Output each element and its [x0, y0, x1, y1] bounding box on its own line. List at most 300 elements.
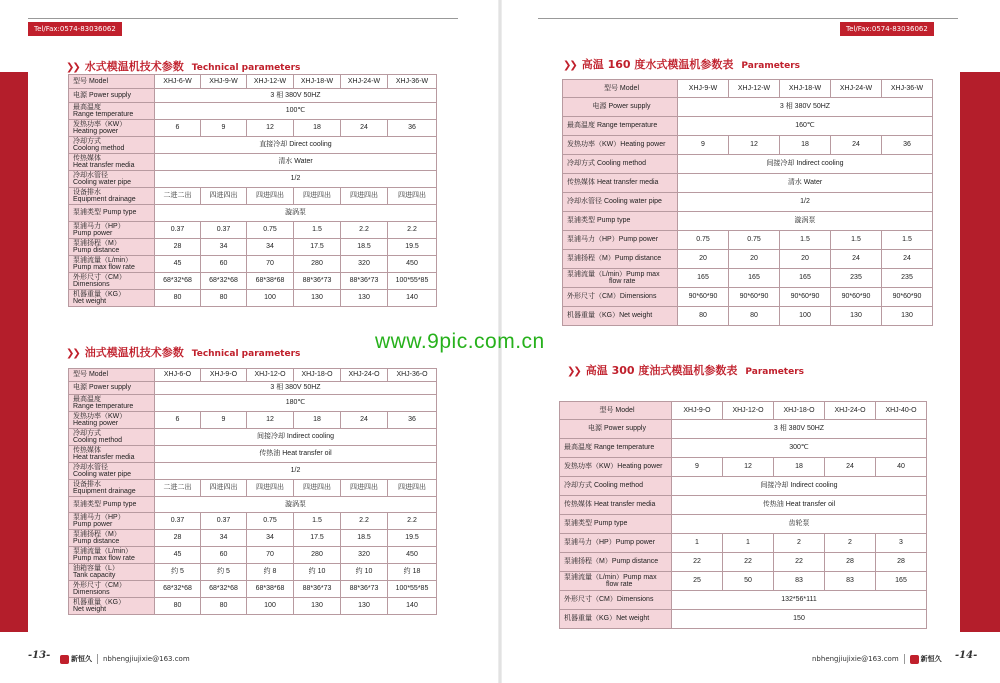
- param-value: 3: [876, 534, 927, 553]
- table-row: [563, 288, 933, 307]
- param-value: XHJ-40-O: [876, 402, 927, 420]
- param-value: XHJ-12-O: [723, 402, 774, 420]
- param-value: 68*32*68: [155, 581, 201, 598]
- param-label: 电源 Power supply: [69, 382, 155, 395]
- param-value: 130: [831, 307, 882, 326]
- param-value: 25: [672, 572, 723, 591]
- param-value: XHJ-18-O: [294, 369, 341, 382]
- table-row: [563, 231, 933, 250]
- param-value: 3 相 380V 50HZ: [672, 420, 927, 439]
- param-value: 130: [294, 598, 341, 615]
- param-label: 泵浦扬程（M）Pump distance: [563, 250, 678, 269]
- page-number-left: -13-: [28, 650, 51, 661]
- param-value: 88*36*73: [294, 273, 341, 290]
- param-label: 泵浦扬程（M）Pump distance: [560, 553, 672, 572]
- param-value: 四进四出: [247, 188, 294, 205]
- param-label: 发热功率（KW）Heating power: [563, 136, 678, 155]
- param-value: 2.2: [341, 222, 388, 239]
- param-value: 80: [201, 598, 247, 615]
- param-value: 100: [247, 290, 294, 307]
- param-value: 83: [825, 572, 876, 591]
- param-label: 最高温度 Range temperature: [69, 103, 155, 120]
- param-value: 132*56*111: [672, 591, 927, 610]
- param-label: 冷却方式 Cooling method: [563, 155, 678, 174]
- param-value: 0.75: [729, 231, 780, 250]
- param-value: 88*36*73: [341, 581, 388, 598]
- section-title-water-160: ❯❯ 高温 160 度水式模温机参数表 Parameters: [563, 58, 801, 71]
- param-value: 24: [341, 412, 388, 429]
- param-value: 83: [774, 572, 825, 591]
- param-label: 泵浦类型 Pump type: [563, 212, 678, 231]
- param-value: 18: [294, 120, 341, 137]
- table-row: [560, 439, 927, 458]
- param-value: 18: [774, 458, 825, 477]
- param-label: 泵浦马力（HP）Pump power: [560, 534, 672, 553]
- param-value: XHJ-9-O: [201, 369, 247, 382]
- param-label: 机器重量（KG）Net weight: [560, 610, 672, 629]
- param-label: 发热功率（KW）Heating power: [560, 458, 672, 477]
- table-row: [563, 98, 933, 117]
- param-value: XHJ-9-W: [201, 75, 247, 89]
- param-label: 泵浦流量（L/min）Pump max flow rate: [560, 572, 672, 591]
- param-value: 约 10: [341, 564, 388, 581]
- table-row: [69, 564, 437, 581]
- param-value: 间接冷却 Indirect cooling: [155, 429, 437, 446]
- param-value: 80: [201, 290, 247, 307]
- param-value: 68*32*68: [201, 581, 247, 598]
- table-row: [563, 269, 933, 288]
- param-value: 四进四出: [201, 480, 247, 497]
- param-value: 36: [388, 120, 437, 137]
- param-value: XHJ-18-O: [774, 402, 825, 420]
- param-value: 约 8: [247, 564, 294, 581]
- param-label: 泵浦扬程（M） Pump distance: [69, 239, 155, 256]
- param-value: XHJ-6-O: [155, 369, 201, 382]
- param-value: 清水 Water: [678, 174, 933, 193]
- table-row: [563, 136, 933, 155]
- param-value: 68*32*68: [155, 273, 201, 290]
- param-value: 28: [155, 239, 201, 256]
- sidebar-left: [0, 72, 28, 632]
- table-header-row: [560, 402, 927, 420]
- param-value: 160℃: [678, 117, 933, 136]
- table-row: [560, 458, 927, 477]
- param-value: 传热油 Heat transfer oil: [155, 446, 437, 463]
- param-value: XHJ-6-W: [155, 75, 201, 89]
- param-value: 1/2: [678, 193, 933, 212]
- param-label: 发热功率（KW） Heating power: [69, 412, 155, 429]
- param-label: 机器重量（KG） Net weight: [69, 290, 155, 307]
- param-value: 140: [388, 598, 437, 615]
- double-chevron-icon: ❯❯: [567, 366, 580, 377]
- param-label: 外形尺寸（CM） Dimensions: [69, 581, 155, 598]
- table-row: [69, 154, 437, 171]
- param-value: 320: [341, 256, 388, 273]
- param-value: 约 5: [155, 564, 201, 581]
- param-value: 24: [882, 250, 933, 269]
- tel-fax-left: Tel/Fax:0574-83036062: [28, 22, 122, 36]
- table-row: [560, 534, 927, 553]
- table-row: [69, 480, 437, 497]
- table-row: [560, 591, 927, 610]
- double-chevron-icon: ❯❯: [563, 60, 576, 71]
- param-label: 外形尺寸（CM）Dimensions: [563, 288, 678, 307]
- param-value: 19.5: [388, 530, 437, 547]
- footer-right: [812, 652, 942, 666]
- param-value: 320: [341, 547, 388, 564]
- param-label: 最高温度 Range temperature: [563, 117, 678, 136]
- param-value: 四进四出: [201, 188, 247, 205]
- table-row: [69, 530, 437, 547]
- param-value: 88*36*73: [341, 273, 388, 290]
- param-value: 18.5: [341, 239, 388, 256]
- param-label: 最高温度 Range temperature: [69, 395, 155, 412]
- param-label: 机器重量（KG） Net weight: [69, 598, 155, 615]
- param-value: 漩涡泵: [155, 205, 437, 222]
- logo-icon: [910, 655, 919, 664]
- param-value: 3 相 380V 50HZ: [155, 382, 437, 395]
- param-label: 设备排水 Equipment drainage: [69, 480, 155, 497]
- param-value: XHJ-9-W: [678, 80, 729, 98]
- param-value: 0.37: [155, 513, 201, 530]
- param-value: 22: [723, 553, 774, 572]
- header-rule-left: [28, 18, 458, 19]
- table-row: [69, 497, 437, 513]
- param-value: 1: [723, 534, 774, 553]
- brand-logo: 新恒久: [60, 652, 92, 666]
- param-label: 电源 Power supply: [563, 98, 678, 117]
- table-row: [69, 239, 437, 256]
- param-value: 60: [201, 256, 247, 273]
- param-value: 450: [388, 256, 437, 273]
- param-value: 直接冷却 Direct cooling: [155, 137, 437, 154]
- param-value: 20: [780, 250, 831, 269]
- param-value: 88*36*73: [294, 581, 341, 598]
- table-row: [69, 412, 437, 429]
- param-label: 传热媒体 Heat transfer media: [560, 496, 672, 515]
- param-value: 18: [780, 136, 831, 155]
- param-value: 180℃: [155, 395, 437, 412]
- table-row: [563, 174, 933, 193]
- param-label: 设备排水 Equipment drainage: [69, 188, 155, 205]
- table-row: [69, 395, 437, 412]
- param-value: 17.5: [294, 239, 341, 256]
- param-label: 型号 Model: [69, 75, 155, 89]
- param-value: 漩涡泵: [155, 497, 437, 513]
- table-row: [69, 513, 437, 530]
- param-value: 235: [831, 269, 882, 288]
- param-value: 12: [729, 136, 780, 155]
- param-value: 9: [672, 458, 723, 477]
- double-chevron-icon: ❯❯: [66, 348, 79, 359]
- double-chevron-icon: ❯❯: [66, 62, 79, 73]
- param-label: 电源 Power supply: [560, 420, 672, 439]
- param-value: 22: [672, 553, 723, 572]
- param-value: 100℃: [155, 103, 437, 120]
- param-value: 约 18: [388, 564, 437, 581]
- param-value: 2.2: [388, 222, 437, 239]
- param-value: 漩涡泵: [678, 212, 933, 231]
- param-label: 冷却水管径 Cooling water pipe: [69, 171, 155, 188]
- param-value: 约 5: [201, 564, 247, 581]
- param-value: 60: [201, 547, 247, 564]
- param-value: 280: [294, 256, 341, 273]
- param-value: 清水 Water: [155, 154, 437, 171]
- param-value: 28: [825, 553, 876, 572]
- param-value: 9: [678, 136, 729, 155]
- sidebar-right: [960, 72, 1000, 632]
- table-row: [69, 205, 437, 222]
- param-value: 四进四出: [294, 480, 341, 497]
- section-title-oil-300: ❯❯ 高温 300 度油式模温机参数表 Parameters: [567, 364, 805, 377]
- footer-email: nbhengjiujixie@163.com: [103, 655, 190, 663]
- header-rule-right: [538, 18, 958, 19]
- param-value: 80: [155, 598, 201, 615]
- param-value: 0.37: [201, 222, 247, 239]
- param-value: 0.75: [678, 231, 729, 250]
- param-value: 235: [882, 269, 933, 288]
- param-value: XHJ-12-O: [247, 369, 294, 382]
- param-value: 90*60*90: [831, 288, 882, 307]
- param-value: 3 相 380V 50HZ: [678, 98, 933, 117]
- param-value: 1.5: [831, 231, 882, 250]
- param-label: 机器重量（KG）Net weight: [563, 307, 678, 326]
- param-value: 28: [876, 553, 927, 572]
- param-value: 80: [729, 307, 780, 326]
- table-row: [69, 547, 437, 564]
- table-row: [69, 446, 437, 463]
- param-value: 间接冷却 Indirect cooling: [672, 477, 927, 496]
- param-label: 泵浦类型 Pump type: [560, 515, 672, 534]
- param-value: 0.37: [155, 222, 201, 239]
- tel-fax-right: Tel/Fax:0574-83036062: [840, 22, 934, 36]
- param-value: 130: [882, 307, 933, 326]
- param-label: 发热功率（KW） Heating power: [69, 120, 155, 137]
- logo-icon: [60, 655, 69, 664]
- param-value: 四进四出: [341, 480, 388, 497]
- table-row: [563, 193, 933, 212]
- table-header-row: [69, 75, 437, 89]
- param-label: 最高温度 Range temperature: [560, 439, 672, 458]
- param-label: 外形尺寸（CM） Dimensions: [69, 273, 155, 290]
- param-value: 50: [723, 572, 774, 591]
- param-label: 泵浦马力（HP） Pump power: [69, 513, 155, 530]
- param-value: 80: [155, 290, 201, 307]
- table-oil-params: [68, 368, 437, 615]
- param-value: 2.2: [388, 513, 437, 530]
- table-row: [69, 103, 437, 120]
- param-value: 34: [247, 530, 294, 547]
- param-value: XHJ-12-W: [729, 80, 780, 98]
- param-value: 18.5: [341, 530, 388, 547]
- param-value: 140: [388, 290, 437, 307]
- param-value: 24: [831, 250, 882, 269]
- param-value: 20: [678, 250, 729, 269]
- param-value: XHJ-36-W: [882, 80, 933, 98]
- table-row: [69, 222, 437, 239]
- table-row: [69, 273, 437, 290]
- table-row: [69, 598, 437, 615]
- param-value: 约 10: [294, 564, 341, 581]
- param-label: 外形尺寸（CM）Dimensions: [560, 591, 672, 610]
- param-value: 450: [388, 547, 437, 564]
- param-value: XHJ-12-W: [247, 75, 294, 89]
- param-label: 型号 Model: [69, 369, 155, 382]
- param-label: 泵浦马力（HP）Pump power: [563, 231, 678, 250]
- param-value: 1.5: [882, 231, 933, 250]
- param-label: 型号 Model: [563, 80, 678, 98]
- param-label: 传热媒体 Heat transfer media: [69, 154, 155, 171]
- param-value: XHJ-18-W: [294, 75, 341, 89]
- param-value: XHJ-24-W: [341, 75, 388, 89]
- param-value: 24: [831, 136, 882, 155]
- param-value: 1: [672, 534, 723, 553]
- param-label: 泵浦马力（HP） Pump power: [69, 222, 155, 239]
- param-value: 34: [247, 239, 294, 256]
- param-value: 0.75: [247, 513, 294, 530]
- table-oil-300-params: [559, 401, 927, 629]
- param-value: 28: [155, 530, 201, 547]
- table-row: [69, 137, 437, 154]
- table-row: [560, 572, 927, 591]
- param-value: 22: [774, 553, 825, 572]
- param-value: 68*32*68: [201, 273, 247, 290]
- footer-left: [60, 652, 190, 666]
- param-value: 90*60*90: [678, 288, 729, 307]
- param-value: 34: [201, 239, 247, 256]
- table-row: [563, 212, 933, 231]
- table-row: [560, 496, 927, 515]
- table-row: [560, 515, 927, 534]
- param-value: 34: [201, 530, 247, 547]
- param-label: 冷却水管径 Cooling water pipe: [563, 193, 678, 212]
- param-value: 2.2: [341, 513, 388, 530]
- param-value: 80: [678, 307, 729, 326]
- table-row: [69, 89, 437, 103]
- table-row: [69, 171, 437, 188]
- param-value: XHJ-36-W: [388, 75, 437, 89]
- table-water-160-params: [562, 79, 933, 326]
- table-water-params: [68, 74, 437, 307]
- param-value: 17.5: [294, 530, 341, 547]
- param-value: 间接冷却 Indirect cooling: [678, 155, 933, 174]
- table-row: [69, 463, 437, 480]
- table-row: [69, 290, 437, 307]
- param-value: 2: [774, 534, 825, 553]
- table-row: [563, 307, 933, 326]
- param-value: XHJ-9-O: [672, 402, 723, 420]
- param-value: 四进四出: [388, 480, 437, 497]
- param-value: 传热油 Heat transfer oil: [672, 496, 927, 515]
- param-value: 18: [294, 412, 341, 429]
- param-label: 泵浦类型 Pump type: [69, 497, 155, 513]
- watermark-text: www.9pic.com.cn: [375, 330, 545, 353]
- param-value: 130: [341, 290, 388, 307]
- param-label: 泵浦流量（L/min） Pump max flow rate: [69, 547, 155, 564]
- footer-email: nbhengjiujixie@163.com: [812, 655, 899, 663]
- param-label: 泵浦扬程（M） Pump distance: [69, 530, 155, 547]
- param-label: 冷却水管径 Cooling water pipe: [69, 463, 155, 480]
- brand-logo: 新恒久: [910, 652, 942, 666]
- param-label: 泵浦流量（L/min）Pump max flow rate: [563, 269, 678, 288]
- param-value: 12: [247, 120, 294, 137]
- param-value: 1.5: [780, 231, 831, 250]
- param-value: 45: [155, 547, 201, 564]
- param-value: 四进四出: [247, 480, 294, 497]
- param-label: 泵浦类型 Pump type: [69, 205, 155, 222]
- table-row: [560, 553, 927, 572]
- section-title-oil: ❯❯ 油式模温机技术参数 Technical parameters: [66, 346, 301, 359]
- table-row: [563, 250, 933, 269]
- param-label: 冷却方式 Cooling method: [560, 477, 672, 496]
- table-row: [69, 429, 437, 446]
- param-value: 165: [678, 269, 729, 288]
- param-value: 90*60*90: [882, 288, 933, 307]
- table-row: [560, 420, 927, 439]
- param-value: 二进二出: [155, 480, 201, 497]
- param-value: 3 相 380V 50HZ: [155, 89, 437, 103]
- param-value: 100: [247, 598, 294, 615]
- param-value: XHJ-24-W: [831, 80, 882, 98]
- param-value: 0.37: [201, 513, 247, 530]
- param-value: 19.5: [388, 239, 437, 256]
- param-value: 2: [825, 534, 876, 553]
- param-value: 四进四出: [388, 188, 437, 205]
- table-header-row: [563, 80, 933, 98]
- param-value: XHJ-24-O: [341, 369, 388, 382]
- param-value: 100*55*85: [388, 273, 437, 290]
- param-value: 9: [201, 120, 247, 137]
- param-value: XHJ-24-O: [825, 402, 876, 420]
- param-value: 90*60*90: [780, 288, 831, 307]
- param-value: 0.75: [247, 222, 294, 239]
- param-value: 四进四出: [294, 188, 341, 205]
- param-value: 165: [729, 269, 780, 288]
- page-number-right: -14-: [955, 650, 978, 661]
- table-header-row: [69, 369, 437, 382]
- param-value: 68*38*68: [247, 273, 294, 290]
- param-value: 四进四出: [341, 188, 388, 205]
- param-value: 150: [672, 610, 927, 629]
- param-value: 36: [882, 136, 933, 155]
- param-value: 20: [729, 250, 780, 269]
- param-value: XHJ-18-W: [780, 80, 831, 98]
- param-value: 40: [876, 458, 927, 477]
- param-value: 90*60*90: [729, 288, 780, 307]
- param-value: 45: [155, 256, 201, 273]
- param-value: 36: [388, 412, 437, 429]
- param-label: 冷却方式 Cooling method: [69, 429, 155, 446]
- param-value: 1.5: [294, 513, 341, 530]
- param-value: 二进二出: [155, 188, 201, 205]
- param-value: 1/2: [155, 171, 437, 188]
- param-value: 130: [341, 598, 388, 615]
- param-label: 传热媒体 Heat transfer media: [563, 174, 678, 193]
- param-label: 冷却方式 Coolong method: [69, 137, 155, 154]
- param-value: 300℃: [672, 439, 927, 458]
- param-value: 70: [247, 256, 294, 273]
- table-row: [69, 581, 437, 598]
- param-label: 型号 Model: [560, 402, 672, 420]
- table-row: [69, 120, 437, 137]
- param-value: 1.5: [294, 222, 341, 239]
- param-value: 9: [201, 412, 247, 429]
- param-value: 130: [294, 290, 341, 307]
- param-value: 6: [155, 412, 201, 429]
- table-row: [69, 188, 437, 205]
- param-value: 70: [247, 547, 294, 564]
- param-value: 100*55*85: [388, 581, 437, 598]
